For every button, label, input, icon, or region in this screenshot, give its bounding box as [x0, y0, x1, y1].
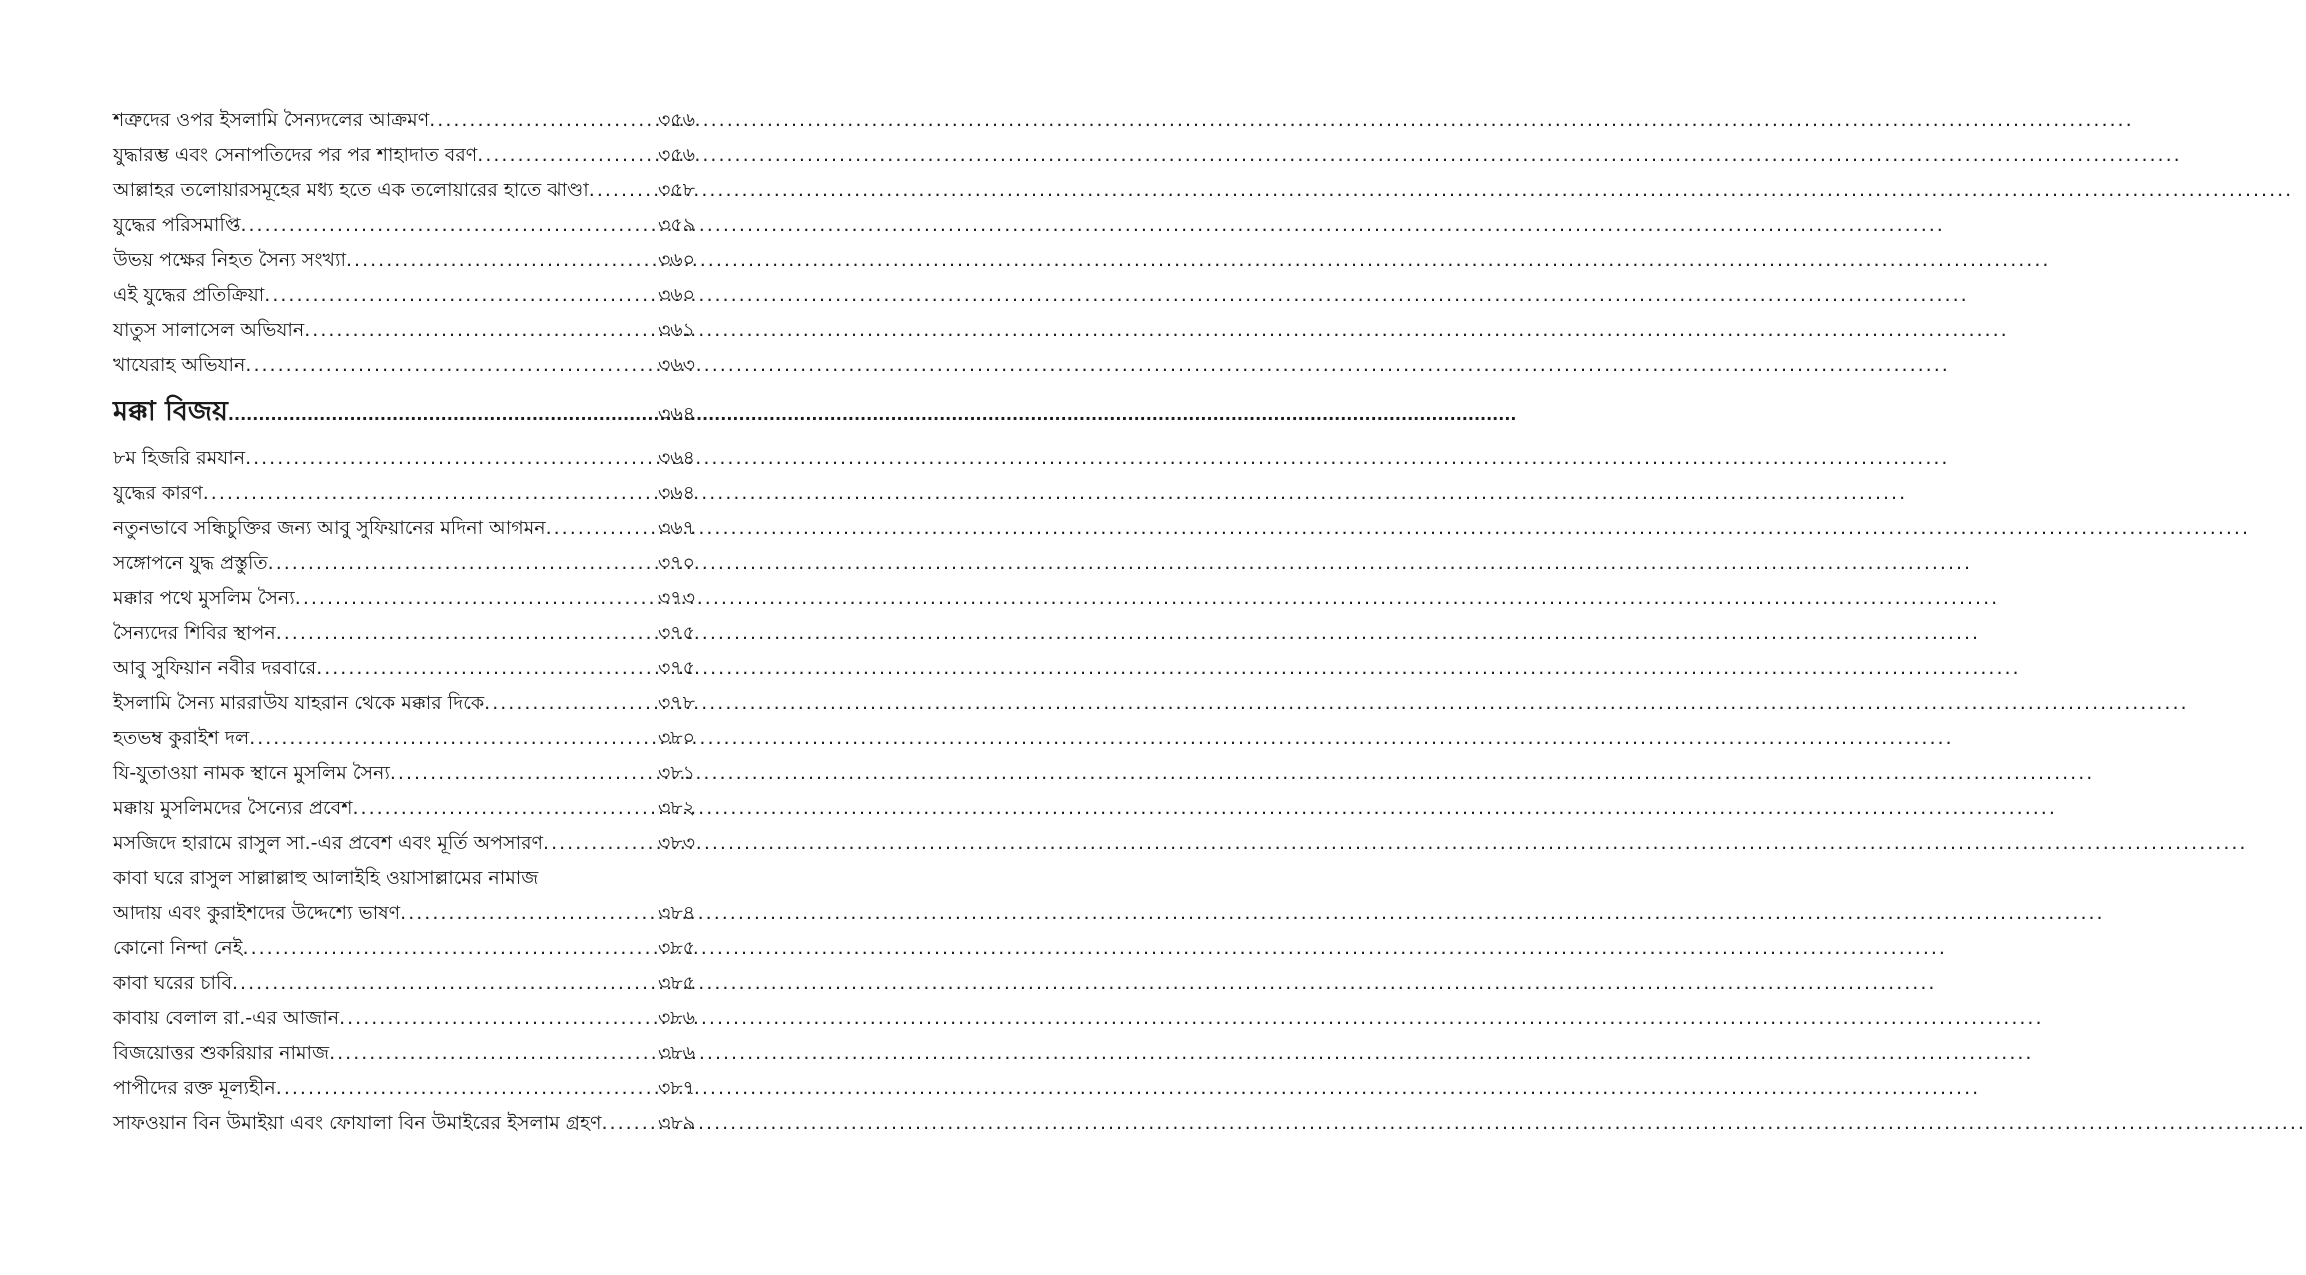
- toc-entry-page: ৩৮৫: [657, 972, 695, 994]
- toc-entry-line-1[interactable]: [113, 861, 695, 896]
- toc-entry-title: যি-যুতাওয়া নামক স্থানে মুসলিম সৈন্য: [113, 762, 390, 784]
- toc-entry-page: ৩৭৩: [657, 587, 695, 609]
- dot-leader: [602, 1106, 656, 1141]
- toc-entry[interactable]: [113, 1071, 695, 1106]
- dot-leader: [477, 138, 656, 173]
- toc-entry-page: ৩৬৩: [657, 354, 695, 376]
- toc-entry-title: সঙ্গোপনে যুদ্ধ প্রস্তুতি: [113, 552, 268, 574]
- toc-entry-title: হতভম্ব কুরাইশ দল: [113, 727, 250, 749]
- toc-entry[interactable]: [113, 686, 695, 721]
- toc-entry-page: ৩৭৫: [657, 622, 695, 644]
- toc-entry-title: মসজিদে হারামে রাসুল সা.-এর প্রবেশ এবং মূর্তি অপসারণ: [113, 832, 544, 854]
- toc-entry-page: ৩৬০: [657, 249, 695, 271]
- toc-entry-page: ৩৮১: [657, 762, 695, 784]
- toc-entry-title: বিজয়োত্তর শুকরিয়ার নামাজ: [113, 1042, 330, 1064]
- toc-entry-page: ৩৮৭: [657, 1077, 695, 1099]
- toc-entry[interactable]: [113, 173, 695, 208]
- toc-entry[interactable]: [113, 616, 695, 651]
- dot-leader: [339, 1001, 656, 1036]
- toc-entry-title: এই যুদ্ধের প্রতিক্রিয়া: [113, 284, 265, 306]
- toc-entry[interactable]: [113, 581, 695, 616]
- toc-entry-title: কাবা ঘরের চাবি: [113, 972, 233, 994]
- toc-entry[interactable]: [113, 826, 695, 861]
- toc-entry-title: পাপীদের রক্ত মূল্যহীন: [113, 1077, 276, 1099]
- toc-entry-title: যুদ্ধারম্ভ এবং সেনাপতিদের পর পর শাহাদাত বরণ: [113, 144, 478, 166]
- toc-entry[interactable]: [113, 441, 695, 476]
- dot-leader: [203, 476, 656, 511]
- toc-entry-title: সাফওয়ান বিন উমাইয়া এবং ফোযালা বিন উমাইরের ইসলাম গ্রহণ: [113, 1112, 602, 1134]
- dot-leader: [546, 511, 656, 546]
- dot-leader: [276, 616, 656, 651]
- toc-entry[interactable]: [113, 348, 695, 383]
- dot-leader: [228, 386, 656, 444]
- toc-entry-page: ৩৫৬: [657, 144, 695, 166]
- toc-entry-title: সৈন্যদের শিবির স্থাপন: [113, 622, 276, 644]
- dot-leader: [295, 581, 656, 616]
- toc-entry-page: ৩৫৬: [657, 109, 695, 131]
- toc-entry[interactable]: [113, 313, 695, 348]
- toc-entry[interactable]: [113, 721, 695, 756]
- toc-entry-page: ৩৬০: [657, 284, 695, 306]
- toc-entry[interactable]: [113, 103, 695, 138]
- toc-entry-page: ৩৭৫: [657, 657, 695, 679]
- dot-leader: [484, 686, 656, 721]
- toc-entry[interactable]: [113, 278, 695, 313]
- toc-entry-page: ৩৮৬: [657, 1042, 695, 1064]
- toc-entry[interactable]: [113, 931, 695, 966]
- toc-entry-title: যুদ্ধের কারণ: [113, 482, 203, 504]
- toc-entry-title: নতুনভাবে সন্ধিচুক্তির জন্য আবু সুফিয়ানের মদিনা আগমন: [113, 517, 546, 539]
- section-title: মক্কা বিজয়: [113, 396, 228, 427]
- toc-entry[interactable]: [113, 243, 695, 278]
- toc-entry-page: ৩৫৯: [657, 214, 695, 236]
- toc-entry-line-2[interactable]: [113, 896, 695, 931]
- dot-leader: [268, 546, 656, 581]
- dot-leader: [304, 313, 656, 348]
- toc-entry-title: মক্কার পথে মুসলিম সৈন্য: [113, 587, 295, 609]
- toc-entry-page: ৩৭৮: [657, 692, 695, 714]
- toc-entry[interactable]: [113, 1036, 695, 1071]
- toc-entry[interactable]: [113, 208, 695, 243]
- toc-entry[interactable]: [113, 1106, 695, 1141]
- toc-entry-title: আদায় এবং কুরাইশদের উদ্দেশ্যে ভাষণ: [113, 902, 401, 924]
- toc-entry[interactable]: [113, 476, 695, 511]
- toc-entry-title: মক্কায় মুসলিমদের সৈন্যের প্রবেশ: [113, 797, 353, 819]
- dot-leader: [400, 896, 656, 931]
- toc-entry-title: ৮ম হিজরি রমযান: [113, 447, 246, 469]
- toc-entry-title: আল্লাহর তলোয়ারসমূহের মধ্য হতে এক তলোয়ারের হাতে ঝাণ্ডা: [113, 179, 589, 201]
- toc-entry[interactable]: [113, 756, 695, 791]
- toc-entry-title: ইসলামি সৈন্য মাররাউয যাহরান থেকে মক্কার দিকে: [113, 692, 485, 714]
- toc-entry-page: ৩৮৬: [657, 1007, 695, 1029]
- toc-entry-title: শত্রুদের ওপর ইসলামি সৈন্যদলের আক্রমণ: [113, 109, 430, 131]
- dot-leader: [316, 651, 656, 686]
- toc-entry-title: যুদ্ধের পরিসমাপ্তি: [113, 214, 241, 236]
- dot-leader: [276, 1071, 656, 1106]
- dot-leader: [589, 173, 656, 208]
- toc-entry-title: খাযেরাহ অভিযান: [113, 354, 246, 376]
- dot-leader: [329, 1036, 656, 1071]
- dot-leader: [245, 441, 656, 476]
- toc-entry-page: ৩৬৪: [657, 482, 695, 504]
- toc-entry[interactable]: [113, 966, 695, 1001]
- toc-entry-page: ৩৮০: [657, 727, 695, 749]
- dot-leader: [264, 278, 656, 313]
- dot-leader: [240, 208, 656, 243]
- toc-entry[interactable]: [113, 1001, 695, 1036]
- toc-entry[interactable]: [113, 546, 695, 581]
- toc-entry[interactable]: [113, 138, 695, 173]
- toc-entry[interactable]: [113, 791, 695, 826]
- table-of-contents: [113, 103, 695, 1141]
- toc-entry-title: উভয় পক্ষের নিহত সৈন্য সংখ্যা: [113, 249, 347, 271]
- dot-leader: [543, 826, 656, 861]
- toc-entry-page: ৩৬৪: [657, 447, 695, 469]
- dot-leader: [245, 348, 656, 383]
- toc-entry[interactable]: [113, 511, 695, 546]
- dot-leader: [243, 931, 656, 966]
- toc-entry-page: ৩৬৭: [657, 517, 695, 539]
- dot-leader: [249, 721, 656, 756]
- toc-entry-page: ৩৬১: [657, 319, 695, 341]
- toc-entry-title: কাবা ঘরে রাসুল সাল্লাল্লাহু আলাইহি ওয়াসাল্লামের নামাজ: [113, 867, 539, 889]
- toc-section-heading[interactable]: [113, 383, 695, 441]
- toc-entry-title: আবু সুফিয়ান নবীর দরবারে: [113, 657, 317, 679]
- dot-leader: [352, 791, 655, 826]
- dot-leader: [232, 966, 656, 1001]
- toc-entry-page: ৩৮৯: [657, 1112, 695, 1134]
- toc-entry-page: ৩৮৪: [657, 902, 695, 924]
- toc-entry-page: ৩৮২: [657, 797, 695, 819]
- toc-entry-title: কোনো নিন্দা নেই: [113, 937, 243, 959]
- toc-entry-page: ৩৮৫: [657, 937, 695, 959]
- toc-entry-page: ৩৭০: [657, 552, 695, 574]
- toc-entry[interactable]: [113, 651, 695, 686]
- dot-leader: [390, 756, 656, 791]
- dot-leader: [346, 243, 656, 278]
- section-page: ৩৬৪: [657, 403, 695, 425]
- toc-entry-title: কাবায় বেলাল রা.-এর আজান: [113, 1007, 340, 1029]
- toc-entry-title: যাতুস সালাসেল অভিযান: [113, 319, 305, 341]
- toc-entry-page: ৩৫৮: [657, 179, 695, 201]
- dot-leader: [429, 103, 656, 138]
- toc-entry-page: ৩৮৩: [657, 832, 695, 854]
